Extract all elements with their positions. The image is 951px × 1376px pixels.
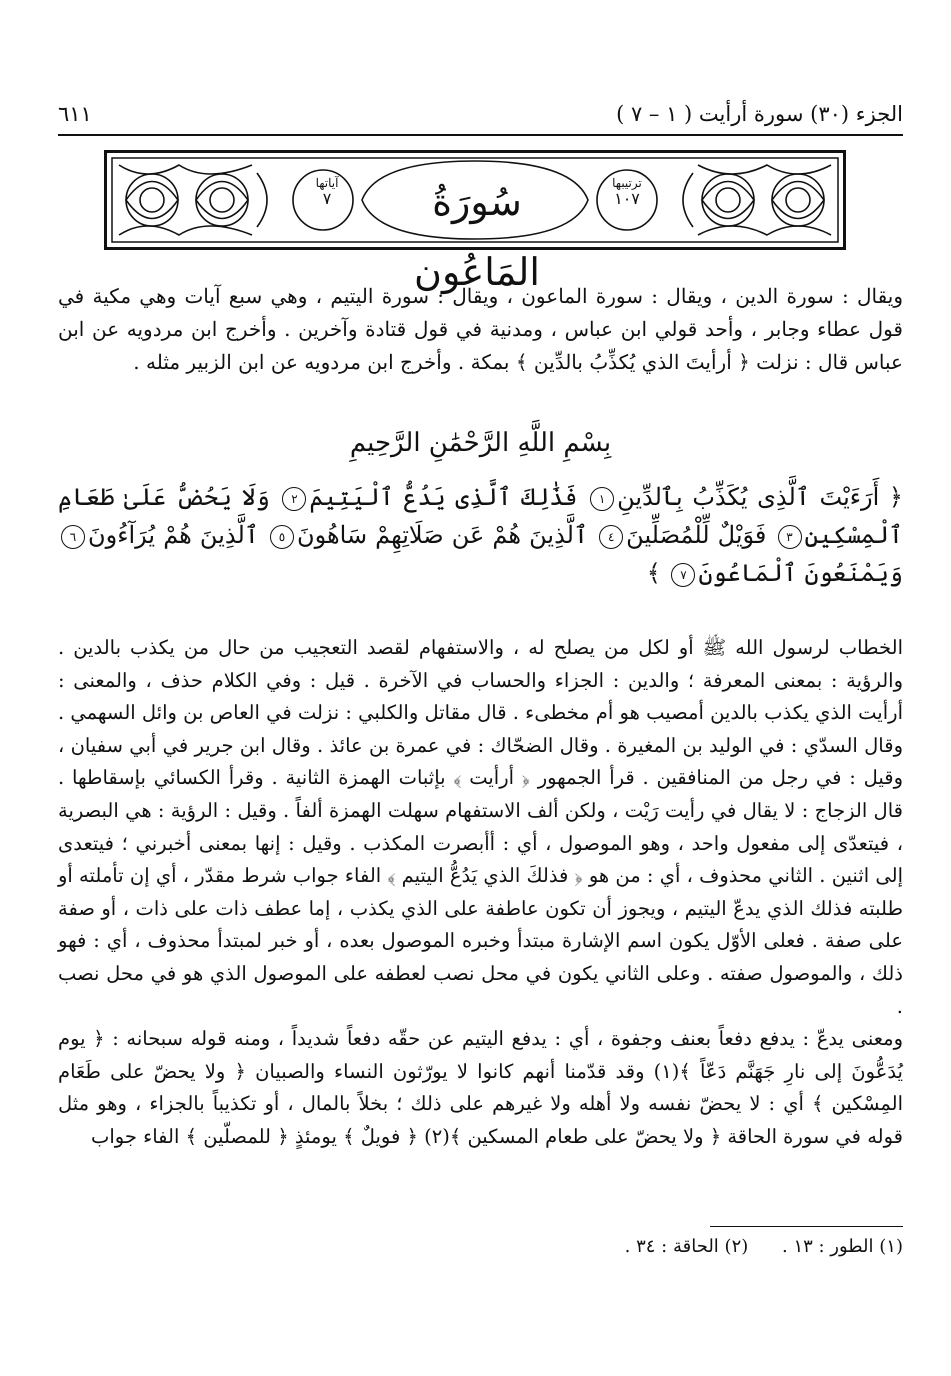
surah-banner	[104, 150, 846, 294]
intro-paragraph	[58, 280, 903, 379]
ayah-text: ﴿ أَرَءَيْتَ ٱلَّذِى يُكَذِّبُ بِٱلدِّينِ	[617, 483, 903, 511]
ayah-number: ٢	[282, 487, 306, 511]
ayah-text: فَوَيْلٌ لِّلْمُصَلِّينَ	[626, 521, 767, 549]
verses-label: آياتها	[315, 176, 339, 190]
commentary-paragraph: الخطاب لرسول الله ﷺ أو لكل من يصلح له ، والاستفهام لقصد التعجيب من حال من يكذب بالدين . والرؤية : بمعنى المعرفة ؛ والدين : الجزاء والحساب في الآخرة . قيل : وفي الكلام حذف ، والمعنى : أرأيت الذي يكذب بالدين أمصيب هو أم مخطىء . قال مقاتل والكلبي : نزلت في العاص بن وائل السهمي . وقال السدّي : في الوليد بن المغيرة . وقال الضحّاك : في عمرة بن عائذ . وقال ابن جرير في أبي سفيان ، وقيل : في رجل من المنافقين . قرأ الجمهور ﴿ أرأيت ﴾ بإثبات الهمزة الثانية . وقرأ الكسائي بإسقاطها . قال الزجاج : لا يقال في رأيت رَيْت ، ولكن ألف الاستفهام سهلت الهمزة ألفاً . وقيل : الرؤية : هي البصرية ، فيتعدّى إلى مفعول واحد ، وهو الموصول ، أي : أأبصرت المكذب . وقيل : إنها بمعنى أخبرني ؛ فيتعدى إلى اثنين . الثاني محذوف ، أي : من هو ﴿ فذلكَ الذي يَدُعُّ اليتيم ﴾ الفاء جواب شرط مقدّر ، أي إن تأملته أو طلبته فذلك الذي يدعّ اليتيم ، ويجوز أن تكون عاطفة على الذي يكذب ، إما عطف ذات على ذات ، أو صفة على صفة . فعلى الأوّل يكون اسم الإشارة مبتدأ وخبره الموصول بعده ، أو خبر لمبتدأ محذوف ، أي : فهو ذلك ، والموصول صفته . وعلى الثاني يكون في محل نصب لعطفه على الموصول الذي هو في محل نصب .	[58, 636, 903, 1018]
quran-verses	[58, 478, 903, 592]
page-number: ٦١١	[58, 102, 92, 126]
ayah-text: ٱلَّذِينَ هُمْ يُرَآءُونَ	[88, 521, 259, 549]
commentary	[58, 632, 903, 1154]
ayah-number: ٧	[671, 563, 695, 587]
footnote-divider	[710, 1226, 903, 1227]
ayah-text: وَلَا يَحُضُّ عَلَىٰ طَعَامِ ٱلْمِسْكِينِ	[58, 483, 903, 549]
ayah-text: فَذَٰلِكَ ٱلَّذِى يَدُعُّ ٱلْيَتِيمَ	[309, 483, 578, 511]
commentary-paragraph: ومعنى يدعّ : يدفع دفعاً بعنف وجفوة ، أي : يدفع اليتيم عن حقّه دفعاً شديداً ، ومنه قوله سبحانه : ﴿ يوم يُدَعُّونَ إلى نارِ جَهَنَّم دَعّاً ﴾(١) وقد قدّمنا أنهم كانوا لا يورّثون النساء والصبيان ﴿ ولا يحضّ على طَعَام المِسْكين ﴾ أي : لا يحضّ نفسه ولا أهله ولا غيرهم على ذلك ؛ بخلاً بالمال ، أو تكذيباً بالجزاء ، وهو مثل قوله في سورة الحاقة ﴿ ولا يحضّ على طعام المسكين ﴾(٢) ﴿ فويلٌ ﴾ يومئذٍ ﴿ للمصلّين ﴾ الفاء جواب	[58, 1027, 903, 1148]
footnote: (٢) الحاقة : ٣٤ .	[624, 1236, 749, 1257]
ayah-text: ٱلَّذِينَ هُمْ عَن صَلَاتِهِمْ سَاهُونَ	[296, 521, 589, 549]
verses-medal	[297, 175, 357, 231]
order-label: ترتيبها	[612, 176, 642, 190]
verses-value: ٧	[322, 189, 332, 208]
ayat-close: ﴾	[646, 559, 661, 587]
basmala: بِسْمِ اللَّهِ الرَّحْمَٰنِ الرَّحِيمِ	[349, 428, 612, 458]
ayah-number: ٥	[270, 525, 294, 549]
header-title: الجزء (٣٠) سورة أرأيت ( ١ – ٧ )	[616, 102, 903, 126]
ayah-text: وَيَمْنَعُونَ ٱلْمَاعُونَ	[698, 559, 903, 587]
running-header	[58, 98, 903, 136]
ayah-number: ٣	[778, 525, 802, 549]
footnote: (١) الطور : ١٣ .	[782, 1236, 903, 1257]
ayah-number: ٦	[61, 525, 85, 549]
ayah-number: ١	[590, 487, 614, 511]
order-value: ١٠٧	[614, 189, 640, 208]
order-medal	[597, 175, 657, 231]
surah-name: سُورَةُ المَاعُون	[414, 180, 540, 294]
intro-text: ويقال : سورة الدين ، ويقال : سورة الماعون ، ويقال : سورة اليتيم ، وهي سبع آيات وهي مكية في قول عطاء وجابر ، وأحد قولي ابن عباس ، ومدنية في قول قتادة وآخرين . وأخرج ابن مردويه عن ابن عباس قال : نزلت ﴿ أرأيتَ الذي يُكذِّبُ بالدِّين ﴾ بمكة . وأخرج ابن مردويه عن ابن الزبير مثله .	[58, 284, 903, 374]
ayah-number: ٤	[599, 525, 623, 549]
footnotes	[58, 1236, 903, 1257]
